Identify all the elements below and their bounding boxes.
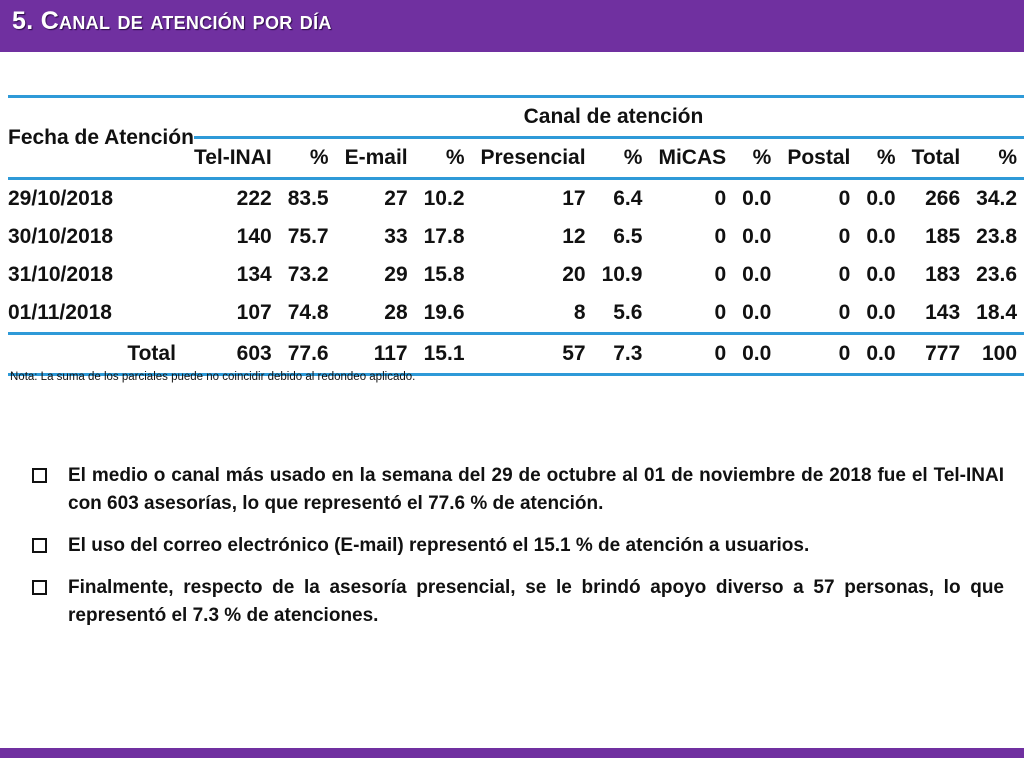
cell: 0 (838, 342, 851, 365)
cell: 12 (562, 225, 586, 248)
cell: 100 (982, 342, 1018, 365)
table-row (8, 294, 1024, 334)
cell: 117 (373, 342, 408, 365)
cell: 0 (714, 342, 727, 365)
date-header: Fecha de Atención (8, 97, 194, 179)
col-header-presencial: Presencial (480, 146, 586, 169)
cell: 266 (925, 187, 961, 210)
table-row (8, 218, 1024, 256)
row-date: 01/11/2018 (8, 301, 112, 324)
cell: 28 (384, 301, 408, 324)
cell: 140 (236, 225, 272, 248)
table-row (8, 179, 1024, 219)
cell: 18.4 (976, 301, 1018, 324)
table-row (8, 256, 1024, 294)
col-header-tel-inai: Tel-INAI (193, 146, 272, 169)
cell: 20 (562, 263, 586, 286)
cell: 0.0 (742, 342, 772, 365)
cell: 19.6 (423, 301, 465, 324)
cell: 0 (714, 187, 727, 210)
cell: 23.8 (976, 225, 1018, 248)
bullet-text: El medio o canal más usado en la semana del 29 de octubre al 01 de noviembre de 2018 fue el Tel-INAI con 603 asesorías, lo que representó el 77.6 % de atención. (68, 465, 1004, 514)
checkbox-bullet-icon (32, 468, 47, 483)
cell: 7.3 (613, 342, 643, 365)
col-header-email: E-mail (344, 146, 408, 169)
cell: 8 (573, 301, 586, 324)
col-header-postal: Postal (787, 146, 851, 169)
list-item (32, 532, 1004, 560)
cell: 0 (714, 263, 727, 286)
cell: 0.0 (866, 342, 896, 365)
cell: 0.0 (742, 225, 772, 248)
cell: 5.6 (613, 301, 643, 324)
cell: 0.0 (742, 263, 772, 286)
cell: 143 (925, 301, 961, 324)
cell: 0 (838, 187, 851, 210)
cell: 222 (236, 187, 272, 210)
page-title: 5. Canal de atención por día (12, 7, 332, 35)
cell: 777 (925, 342, 961, 365)
cell: 0 (714, 225, 727, 248)
row-date: 30/10/2018 (8, 225, 114, 248)
cell: 73.2 (287, 263, 329, 286)
col-header-email-pct: % (445, 146, 465, 169)
cell: 77.6 (287, 342, 329, 365)
row-date: 31/10/2018 (8, 263, 114, 286)
cell: 75.7 (287, 225, 329, 248)
cell: 0 (714, 301, 727, 324)
cell: 6.5 (613, 225, 643, 248)
cell: 107 (236, 301, 272, 324)
col-header-presencial-pct: % (623, 146, 643, 169)
cell: 0.0 (866, 301, 896, 324)
table-note: Nota: La suma de los parciales puede no coincidir debido al redondeo aplicado. (10, 371, 416, 383)
cell: 0 (838, 225, 851, 248)
cell: 0.0 (742, 301, 772, 324)
col-header-tel-pct: % (309, 146, 329, 169)
total-row (8, 334, 1024, 375)
total-label: Total (127, 342, 176, 365)
channel-table (8, 95, 1024, 376)
cell: 17 (562, 187, 586, 210)
cell: 6.4 (613, 187, 643, 210)
col-header-micas-pct: % (752, 146, 772, 169)
cell: 10.2 (423, 187, 465, 210)
cell: 17.8 (423, 225, 465, 248)
cell: 33 (384, 225, 408, 248)
checkbox-bullet-icon (32, 580, 47, 595)
row-date: 29/10/2018 (8, 187, 114, 210)
col-header-postal-pct: % (876, 146, 896, 169)
cell: 74.8 (287, 301, 329, 324)
cell: 29 (384, 263, 408, 286)
col-header-total: Total (911, 146, 961, 169)
col-header-micas: MiCAS (658, 146, 727, 169)
cell: 83.5 (287, 187, 329, 210)
list-item (32, 462, 1004, 518)
cell: 34.2 (976, 187, 1018, 210)
cell: 0 (838, 263, 851, 286)
cell: 0.0 (742, 187, 772, 210)
list-item (32, 574, 1004, 630)
checkbox-bullet-icon (32, 538, 47, 553)
cell: 185 (925, 225, 961, 248)
cell: 10.9 (601, 263, 643, 286)
bullet-text: Finalmente, respecto de la asesoría presencial, se le brindó apoyo diverso a 57 personas, lo que representó el 7.3 % de atenciones. (68, 577, 1004, 626)
bullet-text: El uso del correo electrónico (E-mail) representó el 15.1 % de atención a usuarios. (68, 535, 810, 556)
channel-group-header: Canal de atención (194, 97, 1024, 138)
cell: 27 (384, 187, 408, 210)
cell: 0.0 (866, 263, 896, 286)
footer-bar (0, 748, 1024, 758)
cell: 0.0 (866, 225, 896, 248)
cell: 57 (562, 342, 586, 365)
cell: 23.6 (976, 263, 1018, 286)
header-row-group (8, 97, 1024, 138)
cell: 15.8 (423, 263, 465, 286)
bullet-list (32, 462, 1004, 644)
cell: 134 (236, 263, 272, 286)
cell: 183 (925, 263, 961, 286)
col-header-total-pct: % (998, 146, 1018, 169)
cell: 15.1 (423, 342, 465, 365)
cell: 0 (838, 301, 851, 324)
cell: 0.0 (866, 187, 896, 210)
cell: 603 (236, 342, 272, 365)
